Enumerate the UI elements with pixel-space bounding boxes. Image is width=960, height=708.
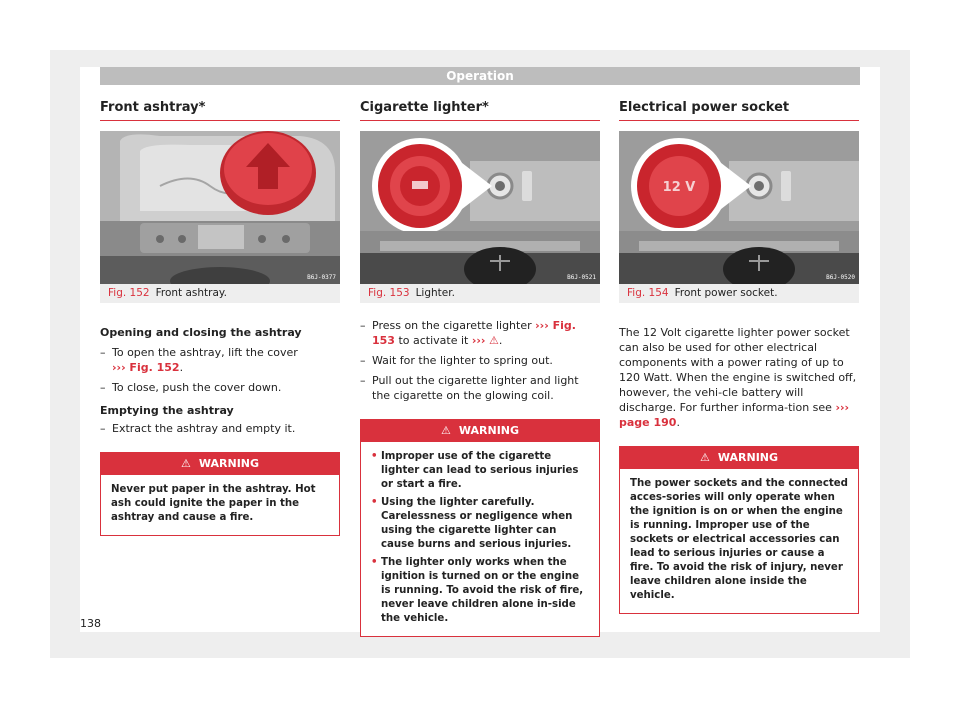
warning-header: ⚠ WARNING	[101, 453, 339, 475]
warning-item: • The lighter only works when the ignition is turned on or the engine is running. To avoid the risk of fire, never leave children alone in-side the vehicle.	[371, 557, 584, 624]
warning-triangle-icon: ⚠	[488, 334, 499, 347]
socket-illustration	[619, 131, 859, 284]
column-lighter	[360, 95, 600, 637]
warning-header: ⚠ WARNING	[361, 420, 599, 442]
bullet-icon: •	[371, 557, 378, 568]
warning-box	[619, 446, 859, 614]
list-item: – Press on the cigarette lighter ››› Fig. 153 to activate it ››› ⚠.	[360, 319, 576, 347]
ashtray-instructions	[100, 325, 340, 436]
figure-ashtray	[100, 131, 340, 284]
figure-caption	[360, 284, 600, 303]
figure-caption	[619, 284, 859, 303]
warning-link[interactable]: ›››	[471, 334, 486, 347]
warning-triangle-icon: ⚠	[699, 451, 710, 464]
lighter-instructions	[360, 318, 600, 403]
fig-link[interactable]: ››› Fig. 153	[372, 319, 576, 347]
list-item: – Extract the ashtray and empty it.	[100, 422, 296, 435]
warning-item: • Using the lighter carefully. Carelessness or negligence when using the cigarette lighter can cause burns and serious injuries.	[371, 497, 573, 550]
lighter-illustration	[360, 131, 600, 284]
figure-number: Fig. 154	[627, 287, 669, 299]
socket-paragraph: The 12 Volt cigarette lighter power socket can also be used for other electrical components with a power rating of up to 120 Watt. When the engine is switched off, however, the vehi-cle battery will discharge. For further informa-tion see ››› page 190.	[619, 326, 857, 429]
list-item: – Pull out the cigarette lighter and light the cigarette on the glowing coil.	[360, 374, 579, 402]
figure-caption-text: Front ashtray.	[155, 287, 227, 299]
chapter-header: Operation	[100, 67, 860, 85]
figure-caption-text: Lighter.	[415, 287, 455, 299]
section-title: Front ashtray*	[100, 95, 340, 121]
list-item: – Wait for the lighter to spring out.	[360, 354, 553, 367]
figure-number: Fig. 152	[108, 287, 150, 299]
column-socket	[619, 95, 859, 614]
warning-triangle-icon: ⚠	[440, 424, 451, 437]
warning-box	[360, 419, 600, 637]
figure-number: Fig. 153	[368, 287, 410, 299]
subheading-open-close: Opening and closing the ashtray	[100, 326, 302, 339]
bullet-icon: •	[371, 497, 378, 508]
warning-header: ⚠ WARNING	[620, 447, 858, 469]
ashtray-illustration	[100, 131, 340, 284]
section-title: Cigarette lighter*	[360, 95, 600, 121]
figure-code: B6J-0521	[567, 274, 596, 281]
bullet-icon: •	[371, 451, 378, 462]
page-link[interactable]: ››› page 190	[619, 401, 850, 429]
subheading-emptying: Emptying the ashtray	[100, 404, 234, 417]
fig-link[interactable]: ››› Fig. 152	[112, 361, 180, 374]
figure-code: B6J-0377	[307, 274, 336, 281]
figure-caption	[100, 284, 340, 303]
figure-caption-text: Front power socket.	[674, 287, 778, 299]
warning-text: The power sockets and the connected acces-sories will only operate when the ignition is on or when the engine is running. Improper use of the sockets or electrical accessories can lead to serious injuries or cause a fire. To avoid the risk of injury, never leave children alone inside the vehicle.	[630, 478, 848, 601]
warning-text: Never put paper in the ashtray. Hot ash could ignite the paper in the ashtray and cause a fire.	[111, 484, 316, 523]
warning-triangle-icon: ⚠	[180, 457, 191, 470]
socket-badge: 12 V	[662, 180, 696, 195]
figure-code: B6J-0520	[826, 274, 855, 281]
page-number: 138	[80, 617, 101, 630]
warning-item: • Improper use of the cigarette lighter can lead to serious injuries or start a fire.	[371, 451, 579, 490]
list-item: – To open the ashtray, lift the cover ››› Fig. 152.	[100, 346, 298, 374]
figure-socket	[619, 131, 859, 284]
section-title: Electrical power socket	[619, 95, 859, 121]
list-item: – To close, push the cover down.	[100, 381, 282, 394]
warning-list	[361, 442, 599, 636]
figure-lighter	[360, 131, 600, 284]
column-ashtray	[100, 95, 340, 536]
warning-box	[100, 452, 340, 536]
